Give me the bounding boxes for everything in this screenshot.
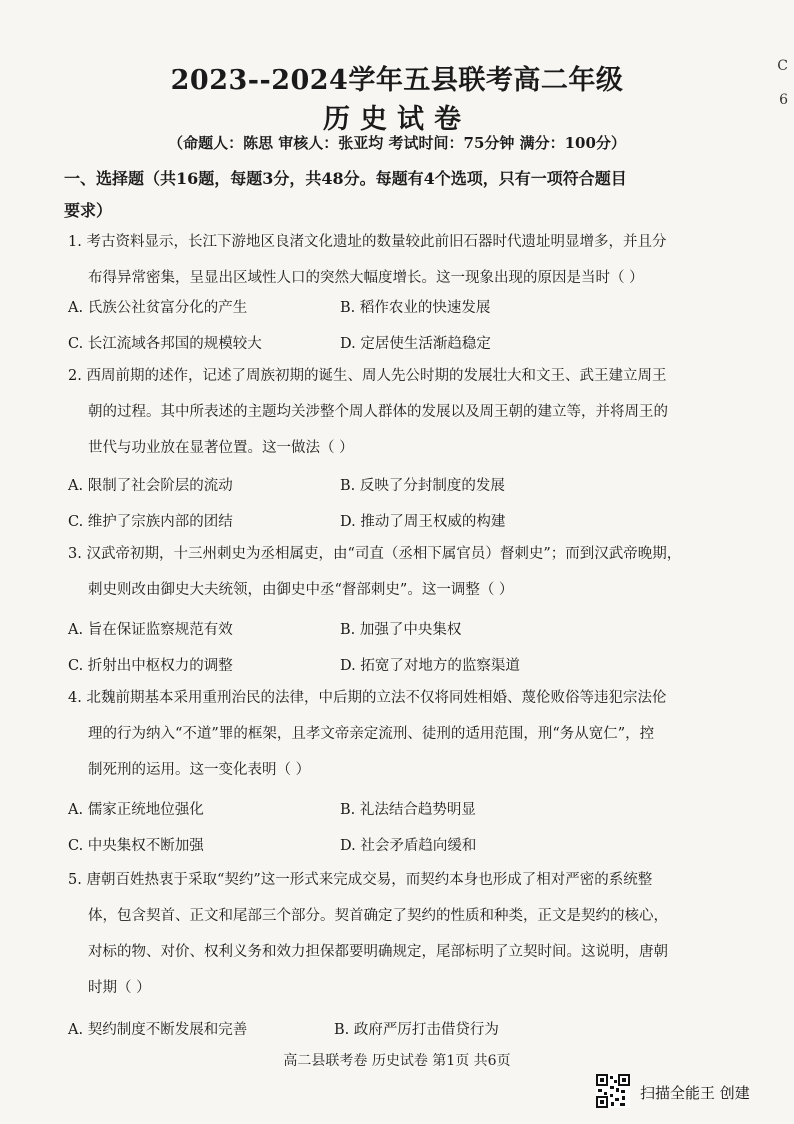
option-b: B. 政府严厉打击借贷行为 (334, 1022, 499, 1038)
corner-mark: C (777, 58, 788, 74)
option-c: C. 长江流域各邦国的规模较大 (68, 336, 262, 352)
question-3 (68, 536, 728, 608)
question-line: 2. 西周前期的述作，记述了周族初期的诞生、周人先公时期的发展壮大和文王、武王建立周王 (68, 368, 667, 384)
question-line: 刺史则改由御史大夫统领，由御史中丞“督部刺史”。这一调整（ ） (88, 582, 514, 598)
option-b: B. 反映了分封制度的发展 (340, 478, 505, 494)
option-b: B. 稻作农业的快速发展 (340, 300, 491, 316)
question-4 (68, 680, 728, 788)
qr-code-icon (596, 1074, 630, 1108)
question-line: 制死刑的运用。这一变化表明（ ） (88, 762, 311, 778)
option-d: D. 定居使生活渐趋稳定 (340, 336, 491, 352)
question-line: 3. 汉武帝初期，十三州刺史为丞相属吏，由“司直（丞相下属官员）督刺史”；而到汉武帝晚期， (68, 546, 682, 562)
question-line: 5. 唐朝百姓热衷于采取“契约”这一形式来完成交易，而契约本身也形成了相对严密的系统整 (68, 872, 653, 888)
question-line: 1. 考古资料显示，长江下游地区良渚文化遗址的数量较此前旧石器时代遗址明显增多，并且分 (68, 234, 667, 250)
option-a: A. 契约制度不断发展和完善 (68, 1022, 248, 1038)
option-d: D. 拓宽了对地方的监察渠道 (340, 658, 520, 674)
question-2 (68, 358, 728, 466)
question-line: 时期（ ） (88, 980, 151, 996)
option-a: A. 旨在保证监察规范有效 (68, 622, 233, 638)
section-heading: 一、选择题（共16题，每题3分，共48分。每题有4个选项，只有一项符合题目 (64, 169, 627, 188)
option-c: C. 中央集权不断加强 (68, 838, 204, 854)
exam-meta: （命题人：陈思 审核人：张亚均 考试时间：75分钟 满分：100分） (168, 134, 626, 152)
option-b: B. 礼法结合趋势明显 (340, 802, 476, 818)
corner-mark: 6 (779, 92, 788, 108)
option-d: D. 社会矛盾趋向缓和 (340, 838, 477, 854)
question-line: 体，包含契首、正文和尾部三个部分。契首确定了契约的性质和种类，正文是契约的核心， (88, 908, 668, 924)
exam-subject: 历史试卷 (323, 104, 471, 135)
option-c: C. 折射出中枢权力的调整 (68, 658, 233, 674)
option-a: A. 氏族公社贫富分化的产生 (68, 300, 248, 316)
scanner-watermark: 扫描全能王 创建 (640, 1084, 750, 1102)
question-5 (68, 862, 728, 1006)
option-a: A. 限制了社会阶层的流动 (68, 478, 233, 494)
question-line: 对标的物、对价、权利义务和效力担保都要明确规定，尾部标明了立契时间。这说明，唐朝 (88, 944, 668, 960)
question-1 (68, 224, 728, 296)
question-line: 4. 北魏前期基本采用重刑治民的法律，中后期的立法不仅将同姓相婚、蔑伦败俗等违犯宗法伦 (68, 690, 667, 706)
question-line: 布得异常密集，呈显出区域性人口的突然大幅度增长。这一现象出现的原因是当时（ ） (88, 270, 644, 286)
question-line: 理的行为纳入“不道”罪的框架，且孝文帝亲定流刑、徒刑的适用范围，刑“务从宽仁”，控 (88, 726, 655, 742)
page-footer: 高二县联考卷 历史试卷 第1页 共6页 (283, 1053, 511, 1069)
option-d: D. 推动了周王权威的构建 (340, 514, 506, 530)
option-c: C. 维护了宗族内部的团结 (68, 514, 233, 530)
question-line: 世代与功业放在显著位置。这一做法（ ） (88, 440, 354, 456)
question-line: 朝的过程。其中所表述的主题均关涉整个周人群体的发展以及周王朝的建立等，并将周王的 (88, 404, 668, 420)
option-b: B. 加强了中央集权 (340, 622, 462, 638)
section-heading-cont: 要求） (64, 201, 113, 220)
exam-title: 2023--2024学年五县联考高二年级 (170, 65, 624, 96)
option-a: A. 儒家正统地位强化 (68, 802, 204, 818)
